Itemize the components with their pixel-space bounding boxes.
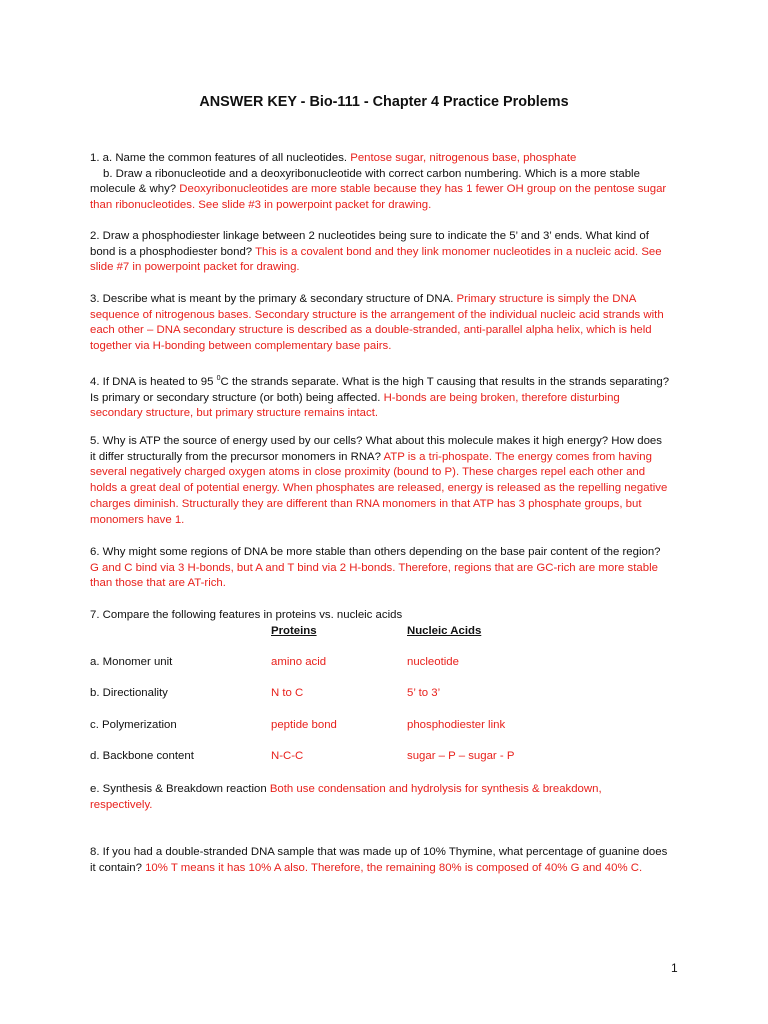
q5-answer: ATP is a tri-phospate. The energy comes from having (383, 450, 652, 463)
nucleic-polymerization: phosphodiester link (407, 719, 506, 731)
q4-degree-sup: 0 (216, 375, 221, 382)
question-1 (90, 151, 690, 214)
nucleic-monomer: nucleotide (407, 656, 459, 668)
question-5 (90, 434, 690, 528)
protein-backbone: N-C-C (271, 750, 304, 762)
q3-prompt: 3. Describe what is meant by the primary & secondary structure of DNA. (90, 293, 457, 305)
q4-prompt-b: C the strands separate. What is the high T causing that results in the strands separating? (220, 375, 670, 388)
row-label-backbone: d. Backbone content (90, 750, 194, 762)
page-title: ANSWER KEY - Bio-111 - Chapter 4 Practice Problems (199, 94, 569, 110)
q2-answer: This is a covalent bond and they link monomer nucleotides in a nucleic acid. See (255, 245, 662, 258)
q8-prompt: 8. If you had a double-stranded DNA sample that was made up of 10% Thymine, what percentage of guanine does (90, 846, 668, 858)
q7e-prompt: e. Synthesis & Breakdown reaction (90, 783, 270, 795)
q4-answer: H-bonds are being broken, therefore disturbing (383, 391, 620, 404)
q7e-answer: Both use condensation and hydrolysis for synthesis & breakdown, (269, 783, 602, 795)
question-8 (90, 845, 690, 876)
protein-monomer: amino acid (271, 656, 327, 668)
row-label-polymerization: c. Polymerization (90, 719, 177, 731)
q6-answer-2: than those that are AT-rich. (90, 577, 226, 590)
question-2 (90, 229, 690, 276)
nucleic-backbone: sugar – P – sugar - P (407, 750, 515, 762)
q5-answer-3: holds a great deal of potential energy. When phosphates are released, energy is released as the repelling negative (90, 482, 668, 495)
q2-answer-2: slide #7 in powerpoint packet for drawing. (90, 261, 300, 274)
q5-prompt-2: it differ structurally from the precursor monomers in RNA? (90, 450, 384, 463)
q3-answer: Primary structure is simply the DNA (456, 293, 637, 305)
q1-prompt-a: 1. a. Name the common features of all nucleotides. (90, 152, 351, 164)
question-4 (90, 371, 690, 422)
q5-answer-5: monomers have 1. (90, 513, 185, 526)
question-6 (90, 545, 690, 592)
q2-prompt-2: bond is a phosphodiester bond? (90, 245, 256, 258)
q6-prompt: 6. Why might some regions of DNA be more stable than others depending on the base pair content of the region? (90, 546, 661, 558)
protein-polymerization: peptide bond (271, 719, 337, 731)
q3-answer-2: sequence of nitrogenous bases. Secondary structure is the arrangement of the individual nucleic acid strands with (90, 308, 664, 321)
q2-prompt: 2. Draw a phosphodiester linkage between 2 nucleotides being sure to indicate the 5’ and 3’ ends. What kind of (90, 230, 649, 242)
q5-answer-2: several negatively charged oxygen atoms in close proximity (bound to P). These charges repel each other and (90, 466, 646, 479)
q5-prompt: 5. Why is ATP the source of energy used by our cells? What about this molecule makes it high energy? How does (90, 435, 662, 447)
row-label-directionality: b. Directionality (90, 687, 168, 699)
question-7-intro: 7. Compare the following features in proteins vs. nucleic acids (90, 609, 403, 621)
question-3 (90, 292, 690, 355)
q6-answer: G and C bind via 3 H-bonds, but A and T bind via 2 H-bonds. Therefore, regions that are GC-rich are more stable (90, 561, 658, 574)
q1-answer-a: Pentose sugar, nitrogenous base, phosphate (350, 152, 577, 164)
nucleic-directionality: 5’ to 3’ (407, 687, 441, 699)
proteins-column-header: Proteins (271, 625, 317, 637)
q8-answer: 10% T means it has 10% A also. Therefore, the remaining 80% is composed of 40% G and 40% C. (145, 861, 643, 874)
q8-prompt-2: it contain? (90, 861, 146, 874)
q1-prompt-b2: molecule & why? (90, 183, 180, 196)
q4-prompt: 4. If DNA is heated to 95 (90, 375, 217, 388)
question-7e (90, 782, 690, 813)
nucleic-acids-column-header: Nucleic Acids (407, 625, 482, 637)
page-number: 1 (671, 961, 678, 975)
protein-directionality: N to C (271, 687, 304, 699)
q4-prompt-2: Is primary or secondary structure (or both) being affected. (90, 391, 384, 404)
q1-answer-b: Deoxyribonucleotides are more stable because they has 1 fewer OH group on the pentose sugar (179, 183, 667, 196)
q1-prompt-b: b. Draw a ribonucleotide and a deoxyribonucleotide with correct carbon numbering. Which is a more stable (103, 167, 640, 180)
q7e-answer-2: respectively. (90, 798, 153, 811)
q1-answer-b2: than ribonucleotides. See slide #3 in powerpoint packet for drawing. (90, 199, 432, 212)
row-label-monomer: a. Monomer unit (90, 656, 173, 668)
q5-answer-4: charges diminish. Structurally they are different than RNA monomers in that ATP has 3 phosphate groups, but (90, 497, 642, 510)
q4-answer-2: secondary structure, but primary structure remains intact. (90, 407, 379, 420)
q3-answer-4: together via H-bonding between complementary base pairs. (90, 340, 392, 353)
q3-answer-3: each other – DNA secondary structure is described as a double-stranded, anti-parallel alpha helix, which is held (90, 324, 652, 337)
